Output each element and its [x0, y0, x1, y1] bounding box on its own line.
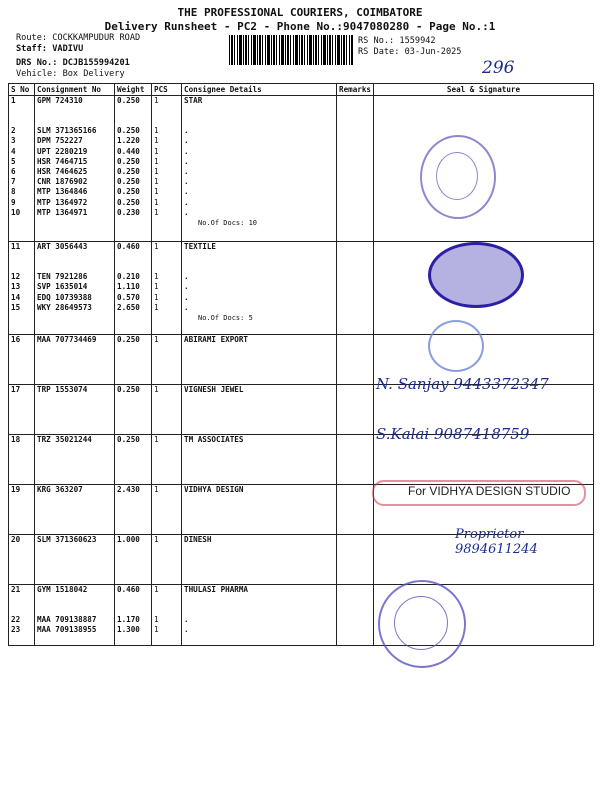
- row-weight: 2.430: [117, 485, 140, 494]
- cell-weight: [115, 535, 152, 585]
- row-pcs: 1: [154, 535, 159, 544]
- row-weight: 2.650: [117, 302, 140, 312]
- row-cn: GPM 724310: [37, 96, 83, 105]
- row-weight: 1.170: [117, 615, 140, 625]
- cell-pcs: [152, 485, 182, 535]
- cell-consignee: [182, 485, 337, 535]
- row-consignee: .: [184, 302, 189, 312]
- row-consignee: THULASI PHARMA: [184, 585, 249, 594]
- row-cn: MAA 707734469: [37, 335, 97, 344]
- cell-weight: [115, 585, 152, 646]
- row-cn: MAA 709138955: [37, 625, 97, 635]
- company-title: THE PROFESSIONAL COURIERS, COIMBATORE: [177, 6, 423, 19]
- row-pcs: 1: [154, 177, 159, 187]
- cell-consignee: [182, 242, 337, 335]
- row-consignee: ABIRAMI EXPORT: [184, 335, 249, 344]
- row-pcs: 1: [154, 187, 159, 197]
- signature-17-name: N. Sanjay 9443372347: [376, 375, 549, 393]
- row-consignee: .: [184, 272, 189, 282]
- cell-weight: [115, 242, 152, 335]
- row-sno: 9: [11, 197, 16, 207]
- row-cn: TEN 7921286: [37, 272, 88, 282]
- row-weight: 1.300: [117, 625, 140, 635]
- cell-pcs: [152, 385, 182, 435]
- runsheet-heading: Delivery Runsheet - PC2 - Phone No.:9047080280 - Page No.:1: [104, 20, 496, 33]
- row-pcs: 1: [154, 625, 159, 635]
- row-cn: HSR 7464625: [37, 166, 88, 176]
- cell-consignee: [182, 96, 337, 242]
- row-consignee: .: [184, 166, 189, 176]
- row-weight: 0.230: [117, 207, 140, 217]
- row-pcs: 1: [154, 126, 159, 136]
- cell-pcs: [152, 96, 182, 242]
- docs-count: No.Of Docs: 5: [198, 313, 253, 322]
- row-sno: 1: [11, 96, 16, 105]
- row-weight: 0.460: [117, 242, 140, 251]
- row-cn: MTP 1364972: [37, 197, 88, 207]
- cell-remarks: [337, 435, 374, 485]
- row-consignee: STAR: [184, 96, 203, 105]
- row-consignee: VIGNESH JEWEL: [184, 385, 244, 394]
- round-seal-inner-4: [394, 596, 448, 650]
- cell-weight: [115, 335, 152, 385]
- row-sno: 17: [11, 385, 21, 394]
- row-cn: SLM 371365166: [37, 126, 97, 136]
- row-cn: MTP 1364971: [37, 207, 88, 217]
- row-cn: ART 3056443: [37, 242, 88, 251]
- row-sno: 3: [11, 136, 16, 146]
- row-sno: 5: [11, 156, 16, 166]
- row-cn: MTP 1364846: [37, 187, 88, 197]
- runsheet-table: [8, 83, 594, 646]
- row-sno: 23: [11, 625, 21, 635]
- row-sno: 14: [11, 292, 21, 302]
- cell-sno: [9, 385, 35, 435]
- cell-sno: [9, 335, 35, 385]
- row-sno: 15: [11, 302, 21, 312]
- row-weight: 1.000: [117, 535, 140, 544]
- barcode: [229, 35, 353, 65]
- staff-label: Staff: VADIVU: [16, 44, 84, 54]
- row-sno: 20: [11, 535, 21, 544]
- cell-weight: [115, 385, 152, 435]
- round-seal-2: [428, 242, 524, 308]
- row-consignee: TM ASSOCIATES: [184, 435, 244, 444]
- cell-consignee: [182, 385, 337, 435]
- cell-remarks: [337, 96, 374, 242]
- row-pcs: 1: [154, 96, 159, 105]
- seal-19-text: For VIDHYA DESIGN STUDIO: [408, 484, 571, 498]
- cell-pcs: [152, 242, 182, 335]
- row-pcs: 1: [154, 435, 159, 444]
- red-stamp: [372, 480, 586, 506]
- cell-remarks: [337, 242, 374, 335]
- row-sno: 11: [11, 242, 21, 251]
- row-weight: 0.250: [117, 197, 140, 207]
- cell-pcs: [152, 585, 182, 646]
- cell-cn: [35, 335, 115, 385]
- row-weight: 0.250: [117, 335, 140, 344]
- drs-number: DRS No.: DCJB155994201: [16, 58, 130, 68]
- row-consignee: .: [184, 126, 189, 136]
- row-weight: 0.250: [117, 435, 140, 444]
- row-sno: 10: [11, 207, 21, 217]
- row-sno: 16: [11, 335, 21, 344]
- cell-sno: [9, 585, 35, 646]
- row-weight: 0.210: [117, 272, 140, 282]
- row-weight: 0.440: [117, 146, 140, 156]
- row-weight: 0.250: [117, 177, 140, 187]
- cell-pcs: [152, 535, 182, 585]
- cell-cn: [35, 485, 115, 535]
- col-sno: S No: [9, 84, 35, 96]
- row-cn: DPM 752227: [37, 136, 83, 146]
- row-sno: 4: [11, 146, 16, 156]
- row-consignee: .: [184, 292, 189, 302]
- col-consignment: Consignment No: [35, 84, 115, 96]
- cell-cn: [35, 535, 115, 585]
- row-pcs: 1: [154, 282, 159, 292]
- row-cn: TRP 1553074: [37, 385, 88, 394]
- row-consignee: .: [184, 282, 189, 292]
- row-pcs: 1: [154, 156, 159, 166]
- row-consignee: DINESH: [184, 535, 212, 544]
- row-consignee: .: [184, 197, 189, 207]
- row-pcs: 1: [154, 272, 159, 282]
- signature-18-name: S.Kalai 9087418759: [376, 425, 530, 443]
- col-seal: Seal & Signature: [374, 84, 594, 96]
- cell-cn: [35, 242, 115, 335]
- table-header: [9, 84, 594, 96]
- row-cn: SLM 371360623: [37, 535, 97, 544]
- col-remarks: Remarks: [337, 84, 374, 96]
- row-sno: 19: [11, 485, 21, 494]
- signature-20: Proprietor 9894611244: [455, 527, 538, 557]
- cell-weight: [115, 485, 152, 535]
- row-pcs: 1: [154, 242, 159, 251]
- cell-cn: [35, 385, 115, 435]
- cell-consignee: [182, 585, 337, 646]
- row-sno: 6: [11, 166, 16, 176]
- cell-weight: [115, 435, 152, 485]
- handwritten-count: 296: [482, 58, 515, 78]
- row-weight: 0.250: [117, 126, 140, 136]
- row-sno: 21: [11, 585, 21, 594]
- cell-remarks: [337, 335, 374, 385]
- row-consignee: .: [184, 207, 189, 217]
- row-consignee: .: [184, 136, 189, 146]
- row-pcs: 1: [154, 485, 159, 494]
- cell-remarks: [337, 385, 374, 435]
- round-seal-3: [428, 320, 484, 372]
- round-seal-inner-1: [436, 152, 478, 200]
- table-row: [9, 585, 594, 646]
- cell-weight: [115, 96, 152, 242]
- row-pcs: 1: [154, 585, 159, 594]
- cell-cn: [35, 585, 115, 646]
- row-sno: 2: [11, 126, 16, 136]
- rs-number: RS No.: 1559942: [358, 36, 436, 46]
- cell-cn: [35, 96, 115, 242]
- row-cn: MAA 709138887: [37, 615, 97, 625]
- cell-sno: [9, 96, 35, 242]
- row-consignee: VIDHYA DESIGN: [184, 485, 244, 494]
- row-pcs: 1: [154, 197, 159, 207]
- row-pcs: 1: [154, 385, 159, 394]
- row-pcs: 1: [154, 335, 159, 344]
- row-pcs: 1: [154, 136, 159, 146]
- row-pcs: 1: [154, 207, 159, 217]
- row-consignee: .: [184, 615, 189, 625]
- row-weight: 1.110: [117, 282, 140, 292]
- row-cn: HSR 7464715: [37, 156, 88, 166]
- cell-sno: [9, 435, 35, 485]
- row-pcs: 1: [154, 166, 159, 176]
- route-label: Route: COCKKAMPUDUR ROAD: [16, 33, 141, 43]
- cell-remarks: [337, 585, 374, 646]
- cell-remarks: [337, 485, 374, 535]
- row-weight: 0.250: [117, 166, 140, 176]
- row-sno: 7: [11, 177, 16, 187]
- row-pcs: 1: [154, 302, 159, 312]
- row-consignee: .: [184, 187, 189, 197]
- row-cn: SVP 1635014: [37, 282, 88, 292]
- row-cn: UPT 2280219: [37, 146, 88, 156]
- cell-consignee: [182, 335, 337, 385]
- row-consignee: .: [184, 625, 189, 635]
- row-weight: 0.460: [117, 585, 140, 594]
- row-cn: GYM 1518042: [37, 585, 88, 594]
- row-weight: 0.570: [117, 292, 140, 302]
- table-row: [9, 96, 594, 242]
- row-consignee: .: [184, 146, 189, 156]
- row-sno: 8: [11, 187, 16, 197]
- cell-remarks: [337, 535, 374, 585]
- cell-pcs: [152, 335, 182, 385]
- row-consignee: .: [184, 177, 189, 187]
- docs-count: No.Of Docs: 10: [198, 218, 258, 227]
- row-cn: TRZ 35021244: [37, 435, 92, 444]
- row-pcs: 1: [154, 146, 159, 156]
- row-cn: EDQ 10739388: [37, 292, 92, 302]
- rs-date: RS Date: 03-Jun-2025: [358, 47, 462, 57]
- row-pcs: 1: [154, 615, 159, 625]
- vehicle-label: Vehicle: Box Delivery: [16, 69, 125, 79]
- row-pcs: 1: [154, 292, 159, 302]
- cell-sno: [9, 485, 35, 535]
- row-weight: 0.250: [117, 96, 140, 105]
- col-pcs: PCS: [152, 84, 182, 96]
- row-sno: 18: [11, 435, 21, 444]
- row-consignee: TEXTILE: [184, 242, 217, 251]
- row-weight: 0.250: [117, 187, 140, 197]
- cell-consignee: [182, 535, 337, 585]
- row-cn: KRG 363207: [37, 485, 83, 494]
- row-sno: 22: [11, 615, 21, 625]
- row-weight: 0.250: [117, 385, 140, 394]
- row-consignee: .: [184, 156, 189, 166]
- cell-sno: [9, 242, 35, 335]
- row-weight: 1.220: [117, 136, 140, 146]
- row-cn: WKY 28649573: [37, 302, 92, 312]
- cell-sno: [9, 535, 35, 585]
- row-cn: CNR 1876902: [37, 177, 88, 187]
- cell-consignee: [182, 435, 337, 485]
- cell-cn: [35, 435, 115, 485]
- row-sno: 12: [11, 272, 21, 282]
- col-consignee: Consignee Details: [182, 84, 337, 96]
- row-sno: 13: [11, 282, 21, 292]
- col-weight: Weight: [115, 84, 152, 96]
- cell-pcs: [152, 435, 182, 485]
- row-weight: 0.250: [117, 156, 140, 166]
